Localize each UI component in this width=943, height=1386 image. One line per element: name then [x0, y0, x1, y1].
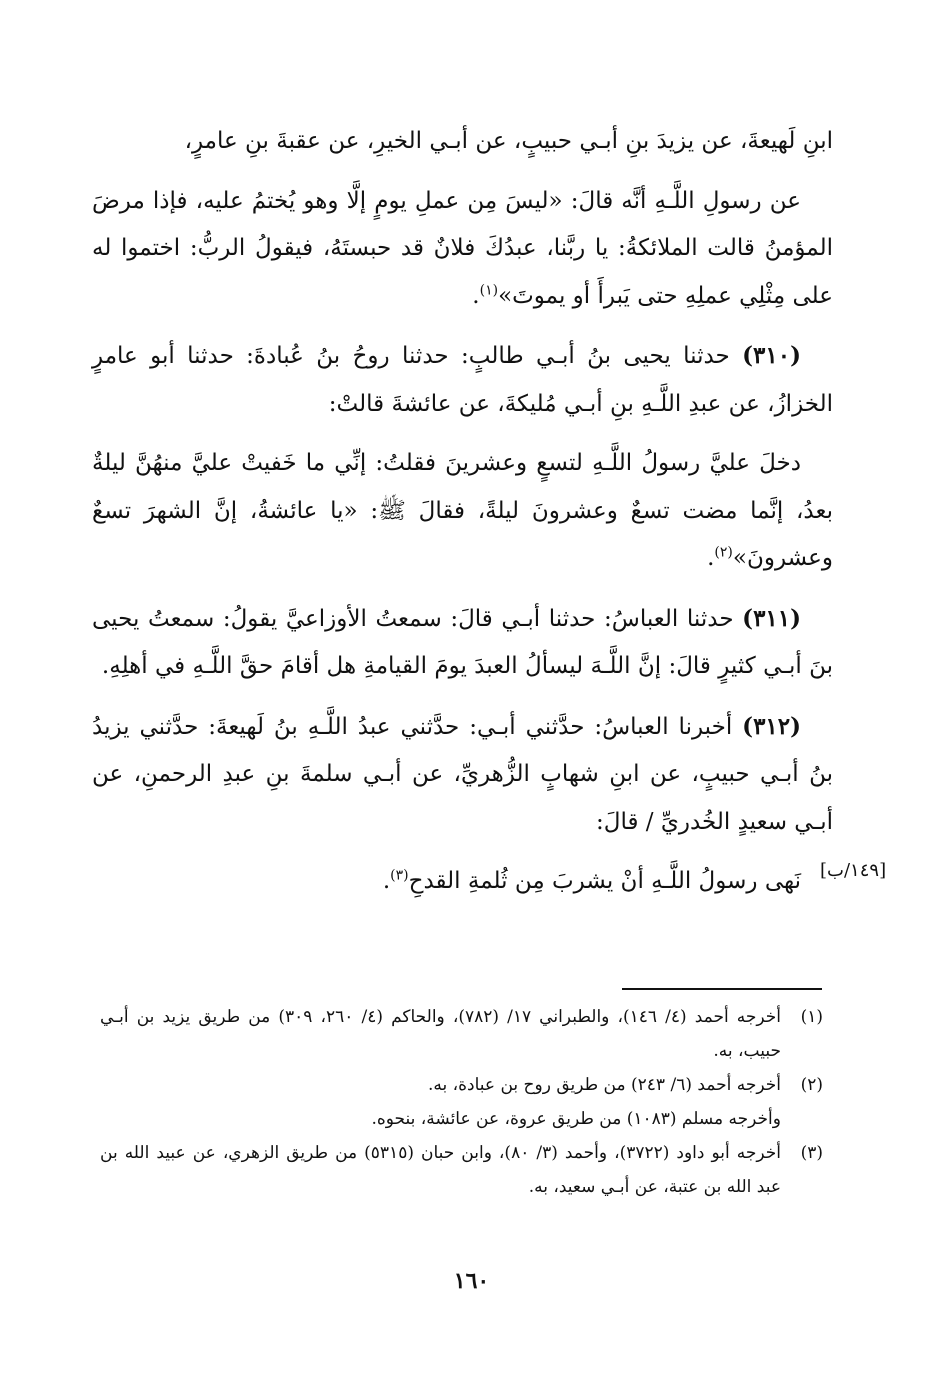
footnote-text: أخرجه أبو داود (٣٧٢٢)، وأحمد (٣/ ٨٠)، وابن حبان (٥٣١٥) من طريق الزهري، عن عبيد الله بن عبد الله بن عتبة، عن أبـي سعيد، به. — [100, 1143, 781, 1197]
footnote-ref-2[interactable]: (٢) — [714, 544, 733, 561]
footnote-2-continuation — [100, 1102, 823, 1136]
paragraph-text: أخبرنا العباسُ: حدَّثني أبـي: حدَّثني عبدُ اللَّـهِ بنُ لَهيعةَ: حدَّثني يزيدُ بنُ أبـي حبيبٍ، عن ابنِ شهابٍ الزُّهريِّ، عن أبـي سلمةَ بنِ عبدِ الرحمنِ، عن أبـي سعيدٍ الخُدريِّ / قالَ: — [92, 713, 833, 835]
footnote-text: أخرجه أحمد (٤/ ١٤٦)، والطبراني ١٧/ (٧٨٢)، والحاكم (٤/ ٢٦٠، ٣٠٩) من طريق يزيد بن أبـي حبيب، به. — [100, 1007, 781, 1061]
footnotes — [100, 1000, 823, 1204]
hadith-310-isnad — [92, 332, 833, 428]
paragraph-text: ابنِ لَهيعةَ، عن يزيدَ بنِ أبـي حبيبٍ، عن أبـي الخيرِ، عن عقبةَ بنِ عامرٍ، — [184, 128, 833, 154]
paragraph-text: عن رسولِ اللَّـهِ أنَّه قالَ: «ليسَ مِن عملِ يومٍ إلَّا وهو يُختمُ عليه، فإذا مرضَ المؤمنُ قالت الملائكةُ: يا ربَّنا، عبدُكَ فلانٌ قد حبستَهُ، فيقولُ الربُّ: اختموا له على مِثْلِي عملِهِ حتى يَبرأَ أو يموتَ» — [92, 187, 833, 309]
footnote-separator — [622, 988, 822, 990]
footnote-1 — [100, 1000, 823, 1068]
paragraph-end: . — [382, 868, 391, 894]
footnote-ref-3[interactable]: (٣) — [390, 867, 409, 884]
main-text — [92, 118, 833, 918]
hadith-number: (٣١٢) — [742, 712, 802, 740]
footnote-3 — [100, 1136, 823, 1204]
paragraph-text: حدثنا العباسُ: حدثنا أبـي قالَ: سمعتُ الأوزاعيَّ يقولُ: سمعتُ يحيى بنَ أبـي كثيرٍ قالَ: إنَّ اللَّـهَ ليسألُ العبدَ يومَ القيامةِ هل أقامَ حقَّ اللَّـهِ في أهلِهِ. — [92, 605, 833, 679]
hadith-310-matn — [92, 440, 833, 583]
footnote-number: (١) — [800, 1007, 823, 1027]
footnote-2 — [100, 1068, 823, 1102]
hadith-number: (٣١٠) — [742, 342, 801, 369]
paragraph-text: نَهى رسولُ اللَّـهِ أنْ يشربَ مِن ثُلمةِ القدحِ — [408, 868, 801, 894]
paragraph-end: . — [472, 282, 480, 309]
footnote-number: (٢) — [800, 1075, 823, 1095]
hadith-309-matn — [92, 178, 833, 321]
page-number: ١٦٠ — [453, 1268, 490, 1294]
footnote-ref-1[interactable]: (١) — [479, 281, 499, 298]
footnote-number: (٣) — [800, 1143, 823, 1163]
paragraph-end: . — [707, 545, 715, 571]
hadith-312-matn — [92, 858, 833, 906]
hadith-number: (٣١١) — [742, 604, 802, 632]
footnote-text: أخرجه أحمد (٦/ ٢٤٣) من طريق روح بن عبادة، به. — [427, 1075, 781, 1095]
paragraph-continuation — [92, 118, 833, 166]
paragraph-text: دخلَ عليَّ رسولُ اللَّـهِ لتسعٍ وعشرينَ فقلتُ: إنِّي ما خَفيتْ عليَّ منهُنَّ ليلةٌ بعدُ، إنَّما مضت تسعٌ وعشرونَ ليلةً، فقالَ ﷺ: «يا عائشةُ، إنَّ الشهرَ تسعٌ وعشرونَ» — [92, 450, 833, 571]
manuscript-folio-marker: [١٤٩/ب] — [820, 860, 887, 881]
hadith-311 — [92, 595, 833, 691]
footnote-text: وأخرجه مسلم (١٠٨٣) من طريق عروة، عن عائشة، بنحوه. — [371, 1109, 781, 1129]
hadith-312-isnad — [92, 703, 833, 847]
paragraph-text: حدثنا يحيى بنُ أبـي طالبٍ: حدثنا روحُ بنُ عُبادةَ: حدثنا أبو عامرٍ الخزازُ، عن عبدِ اللَّـهِ بنِ أبـي مُليكةَ، عن عائشةَ قالتْ: — [92, 343, 833, 417]
